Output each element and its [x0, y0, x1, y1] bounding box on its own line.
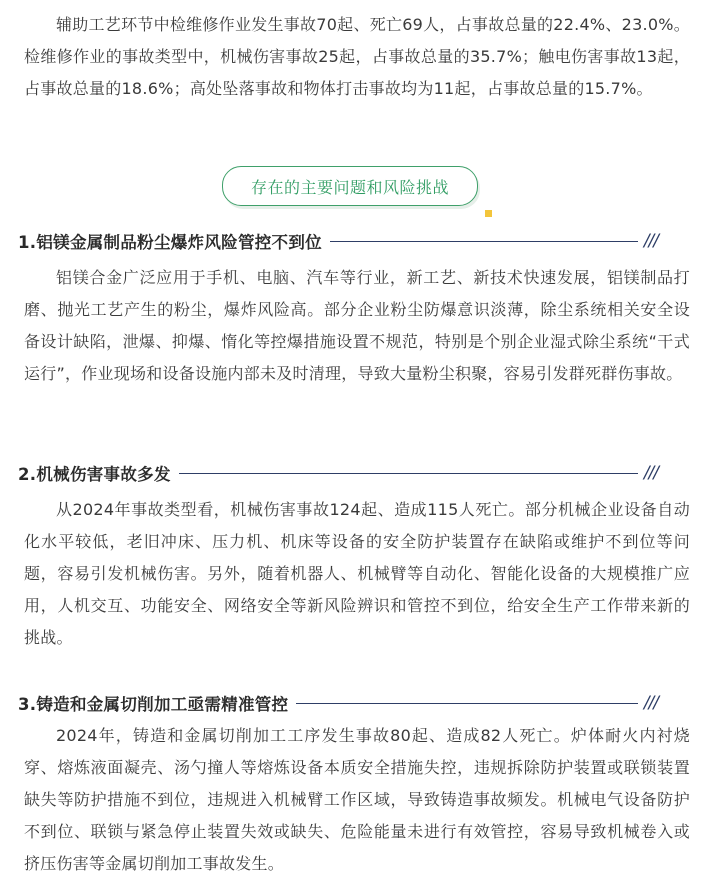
- section-heading-1: [18, 227, 658, 255]
- section-heading-2-slashes: ///: [643, 463, 658, 483]
- section-heading-1-rule: [330, 241, 638, 242]
- section-heading-2-rule: [179, 473, 638, 474]
- section-heading-2-title: 2.机械伤害事故多发: [18, 465, 171, 484]
- section-badge-label: 存在的主要问题和风险挑战: [250, 177, 449, 197]
- section-badge-pill: [222, 166, 478, 206]
- intro-paragraph: 辅助工艺环节中检维修作业发生事故70起、死亡69人，占事故总量的22.4%、23.0%。检维修作业的事故类型中，机械伤害事故25起，占事故总量的35.7%；触电伤害事故13起，占事故总量的18.6%；高处坠落事故和物体打击事故均为11起，占事故总量的15.7%。: [24, 15, 690, 98]
- section-2-paragraph: 从2024年事故类型看，机械伤害事故124起、造成115人死亡。部分机械企业设备自动化水平较低，老旧冲床、压力机、机床等设备的安全防护装置存在缺陷或维护不到位等问题，容易引发机械伤害。另外，随着机器人、机械臂等自动化、智能化设备的大规模推广应用，人机交互、功能安全、网络安全等新风险辨识和管控不到位，给安全生产工作带来新的挑战。: [24, 500, 690, 647]
- section-heading-3-slashes: ///: [643, 693, 658, 713]
- section-3-paragraph: 2024年，铸造和金属切削加工工序发生事故80起、造成82人死亡。炉体耐火内衬烧穿、熔炼液面凝壳、汤勺撞人等熔炼设备本质安全措施失控，违规拆除防护装置或联锁装置缺失等防护措施不到位，违规进入机械臂工作区域，导致铸造事故频发。机械电气设备防护不到位、联锁与紧急停止装置失效或缺失、危险能量未进行有效管控，容易导致机械卷入或挤压伤害等金属切削加工事故发生。: [24, 726, 690, 873]
- section-heading-3-title: 3.铸造和金属切削加工亟需精准管控: [18, 695, 289, 714]
- badge-accent-square: [485, 210, 492, 217]
- section-heading-3: [18, 689, 658, 717]
- section-1-paragraph: 铝镁合金广泛应用于手机、电脑、汽车等行业，新工艺、新技术快速发展，铝镁制品打磨、抛光工艺产生的粉尘，爆炸风险高。部分企业粉尘防爆意识淡薄，除尘系统相关安全设备设计缺陷，泄爆、抑爆、惰化等控爆措施设置不规范，特别是个别企业湿式除尘系统“干式运行”，作业现场和设备设施内部未及时清理，导致大量粉尘积聚，容易引发群死群伤事故。: [24, 268, 690, 383]
- section-heading-3-rule: [296, 703, 637, 704]
- section-heading-1-title: 1.铝镁金属制品粉尘爆炸风险管控不到位: [18, 233, 322, 252]
- section-badge: [222, 166, 490, 218]
- section-heading-2: [18, 459, 658, 487]
- section-heading-1-slashes: ///: [643, 231, 658, 251]
